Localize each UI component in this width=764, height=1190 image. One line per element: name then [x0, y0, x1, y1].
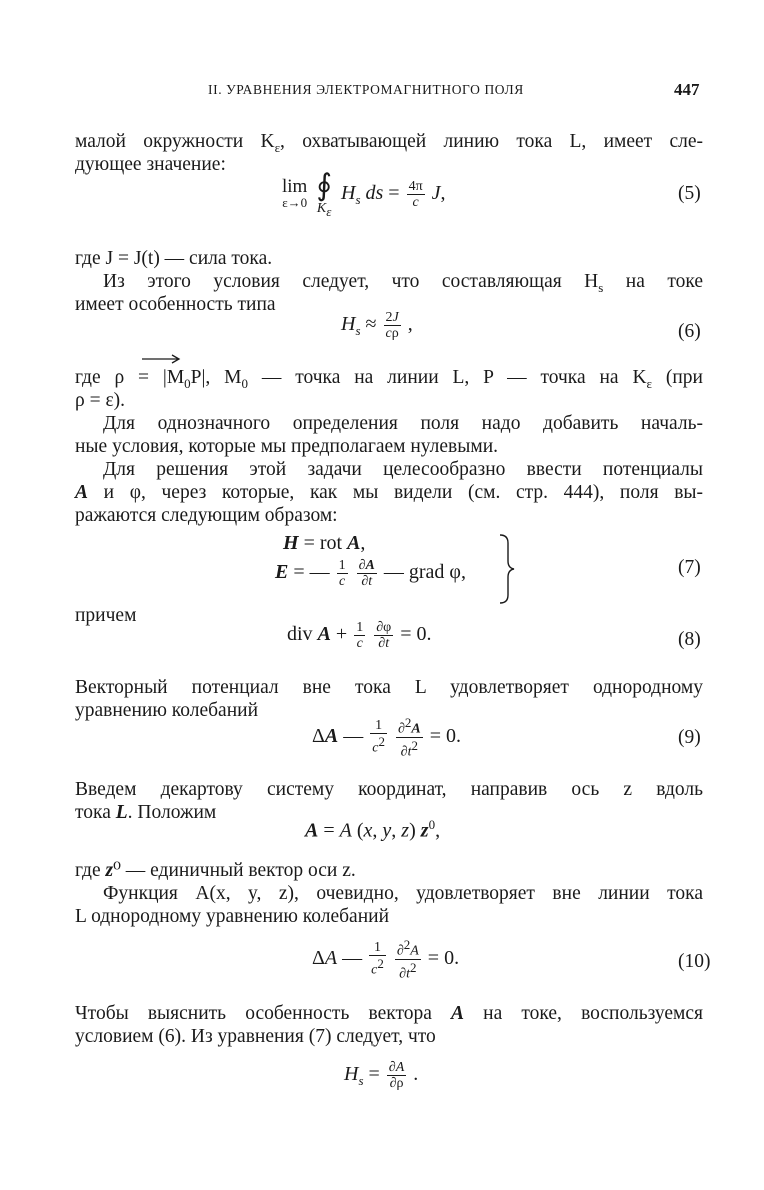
formula-10: ΔA — $\frac{1}{c^2}$ $\frac{\partial^2A}{\partial t^2}$ = 0. — [312, 937, 460, 982]
text-line-4: Из этого условия следует, что составляющая $H_s$ на токе — [103, 271, 703, 295]
equation-number-10: (10) — [678, 951, 711, 972]
text-line-21: Чтобы выяснить особенность вектора A на токе, воспользуемся — [75, 1003, 703, 1024]
equation-number-5: (5) — [678, 183, 701, 204]
text-line-2: дующее значение: — [75, 154, 226, 175]
text-line-13: причем — [75, 605, 137, 626]
page-number: 447 — [674, 80, 700, 99]
vector-arrow-icon — [140, 352, 182, 364]
text-line-7: ρ = ε). — [75, 390, 126, 411]
text-line-22: условием (6). Из уравнения (7) следует, что — [75, 1026, 436, 1047]
formula-5: lim ε→0 ∮ $K_\varepsilon$ $H_s$ ds = $\frac{4\pi}{c}$ J, — [282, 169, 446, 219]
text-line-5: имеет особенность типа — [75, 294, 276, 315]
text-line-9: ные условия, которые мы предполагаем нулевыми. — [75, 436, 499, 457]
text-line-19: Функция A(x, y, z), очевидно, удовлетворяет вне линии тока — [103, 883, 703, 904]
formula-9: ΔA — $\frac{1}{c^2}$ $\frac{\partial^2A}{\partial t^2}$ = 0. — [312, 715, 461, 760]
text-line-8: Для однозначного определения поля надо добавить началь- — [103, 413, 703, 434]
text-line-10: Для решения этой задачи целесообразно ввести потенциалы — [103, 459, 703, 480]
formula-z: A = A (x, y, z) $z^0$, — [305, 817, 441, 842]
brace-icon — [490, 533, 520, 605]
text-line-1: малой окружности $K_\varepsilon$, охватывающей линию тока L, имеет сле- — [75, 131, 703, 155]
formula-6: $H_s$ ≈ $\frac{2J}{c\rho}$ , — [341, 310, 413, 341]
equation-number-6: (6) — [678, 321, 701, 342]
text-line-15: уравнению колебаний — [75, 700, 259, 721]
equation-number-9: (9) — [678, 727, 701, 748]
text-line-16: Введем декартову систему координат, направив ось z вдоль — [75, 779, 703, 800]
text-line-3: где J = J(t) — сила тока. — [75, 248, 273, 269]
text-line-17: тока L. Положим — [75, 802, 217, 823]
text-line-20: L однородному уравнению колебаний — [75, 906, 390, 927]
formula-hs: $H_s$ = $\frac{\partial A}{\partial\rho}$ . — [344, 1060, 419, 1091]
text-line-12: ражаются следующим образом: — [75, 505, 338, 526]
equation-number-8: (8) — [678, 629, 701, 650]
text-line-6: где $\rho = |M_0P|$, $M_0$ — точка на линии L, P — точка на $K_\varepsilon$ (при — [75, 367, 703, 391]
formula-8: div A + $\frac{1}{c}$ $\frac{\partial\varphi}{\partial t}$ = 0. — [287, 620, 432, 651]
formula-7-line-2: E = — $\frac{1}{c}$ $\frac{\partial A}{\partial t}$ — grad φ, — [275, 558, 466, 589]
text-line-14: Векторный потенциал вне тока L удовлетворяет однородному — [75, 677, 703, 698]
equation-number-7: (7) — [678, 557, 701, 578]
formula-7-line-1: H = rot A, — [283, 532, 366, 554]
text-line-11: A и φ, через которые, как мы видели (см. стр. 444), поля вы- — [75, 482, 703, 503]
text-line-18: где z⁰ — единичный вектор оси z. — [75, 860, 356, 881]
running-title: II. УРАВНЕНИЯ ЭЛЕКТРОМАГНИТНОГО ПОЛЯ — [208, 82, 524, 97]
